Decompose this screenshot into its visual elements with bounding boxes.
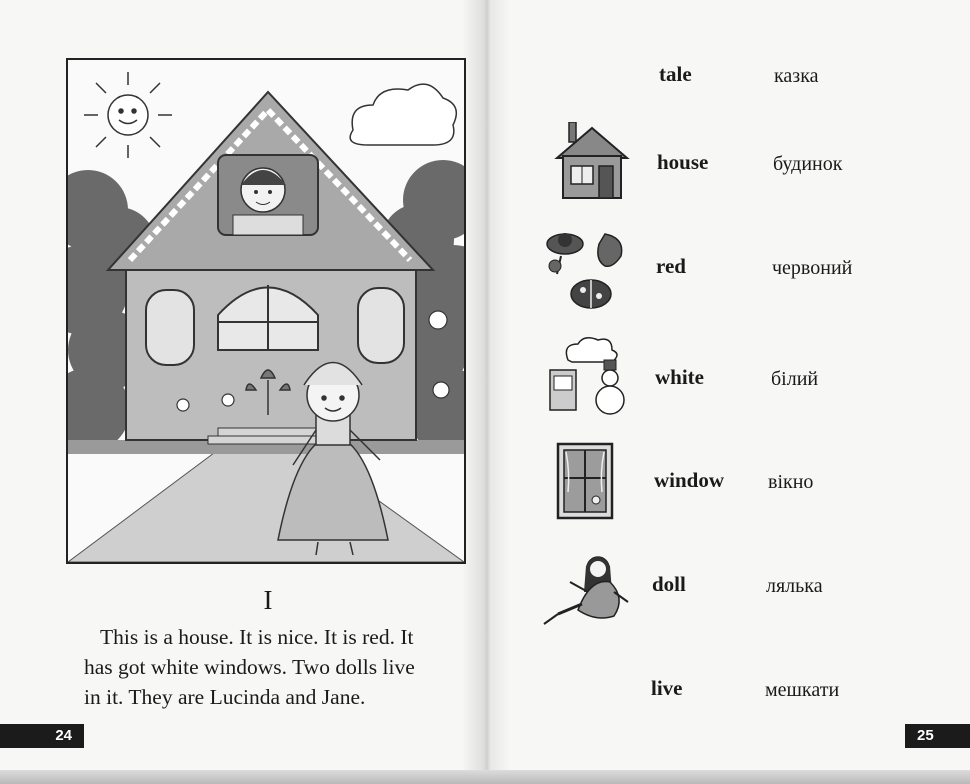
window-icon [556, 442, 614, 520]
vocab-english: red [656, 254, 686, 278]
vocab-row-live [0, 674, 970, 714]
chapter-numeral: I [263, 585, 273, 615]
vocab-row-tale [0, 60, 970, 100]
vocab-ukrainian: казка [774, 65, 819, 87]
story-line: This is a house. It is nice. It is red. It [100, 625, 414, 649]
doll-icon [538, 552, 630, 632]
vocab-english: white [655, 365, 704, 389]
vocab-row-doll [0, 570, 970, 610]
page-number-right [905, 724, 970, 748]
page-number-text: 25 [917, 727, 934, 744]
vocab-ukrainian: лялька [766, 575, 823, 597]
story-line: in it. They are Lucinda and Jane. [84, 685, 366, 709]
vocab-ukrainian: білий [771, 368, 819, 390]
vocab-row-white [0, 363, 970, 403]
vocab-english: tale [659, 62, 692, 86]
page-bottom-edge [0, 770, 970, 784]
vocab-row-house [0, 148, 970, 188]
vocab-english: house [657, 150, 709, 174]
page-number-left [0, 724, 84, 748]
vocab-ukrainian: червоний [772, 257, 853, 279]
vocab-row-window [0, 466, 970, 506]
vocab-row-red [0, 252, 970, 292]
vocab-english: window [654, 468, 725, 492]
vocab-ukrainian: вікно [768, 471, 814, 493]
page-number-text: 24 [55, 727, 72, 744]
story-line: has got white windows. Two dolls live [84, 655, 415, 679]
house-icon [553, 122, 631, 202]
vocab-english: live [651, 676, 683, 700]
vocab-ukrainian: мешкати [765, 679, 840, 701]
red-things-icon [543, 226, 633, 314]
white-things-icon [546, 334, 632, 418]
vocab-english: doll [652, 572, 686, 596]
vocab-ukrainian: будинок [773, 153, 843, 175]
